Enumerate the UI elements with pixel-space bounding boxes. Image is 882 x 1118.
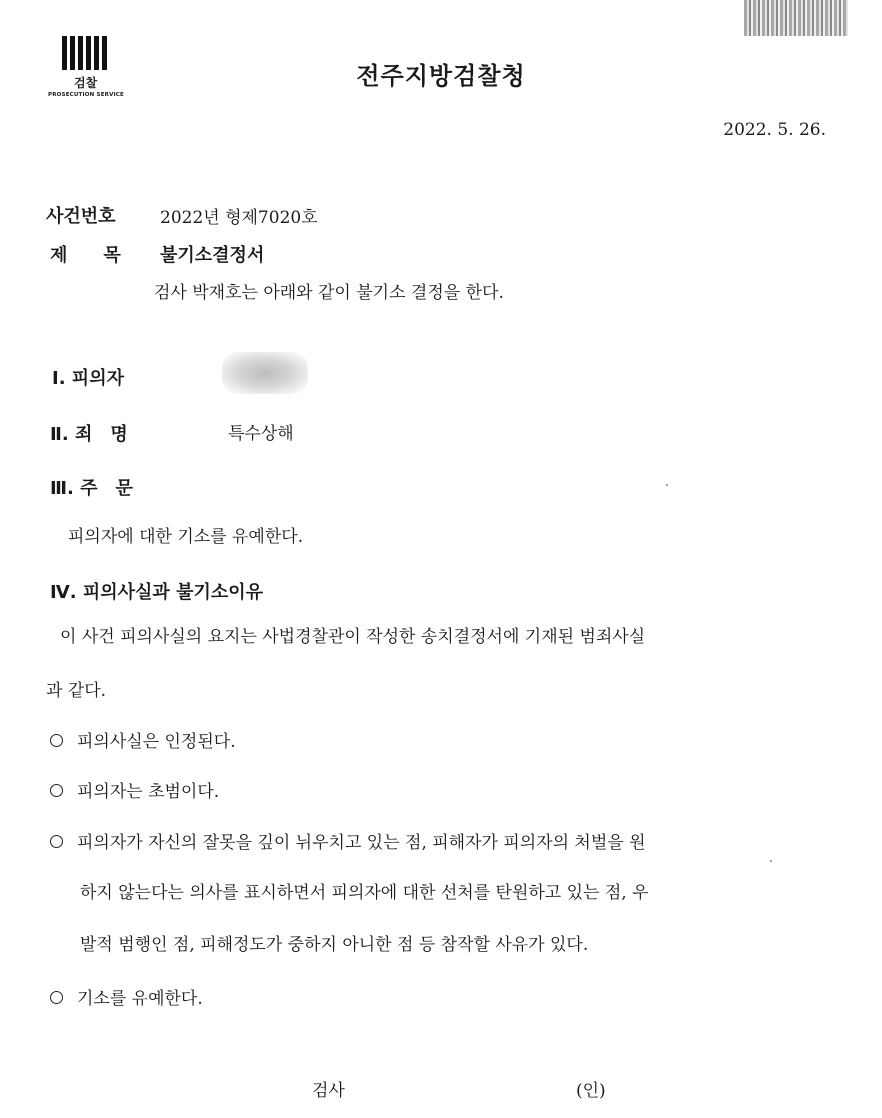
list-item-text: 피의자가 자신의 잘못을 깊이 뉘우치고 있는 점, 피해자가 피의자의 처벌을 원 — [77, 833, 646, 853]
prosecutor-label: 검사 — [312, 1081, 345, 1101]
barcode-icon — [744, 0, 848, 36]
intro-sentence: 검사 박재호는 아래와 같이 불기소 결정을 한다. — [154, 283, 504, 303]
document-date: 2022. 5. 26. — [723, 120, 826, 140]
circle-bullet-icon — [50, 835, 63, 848]
circle-bullet-icon — [50, 991, 63, 1004]
order-text: 피의자에 대한 기소를 유예한다. — [68, 527, 304, 547]
scan-speck — [770, 860, 772, 862]
subject-value: 불기소결정서 — [160, 245, 265, 266]
case-number-label: 사건번호 — [46, 206, 116, 227]
order-heading: Ⅲ. 주 문 — [50, 478, 133, 499]
circle-bullet-icon — [50, 784, 63, 797]
logo-word: 검찰 — [74, 76, 98, 90]
list-item-continuation: 발적 범행인 점, 피해정도가 중하지 아니한 점 등 참작할 사유가 있다. — [80, 935, 589, 955]
facts-heading: Ⅳ. 피의사실과 불기소이유 — [50, 582, 264, 603]
agency-title: 전주지방검찰청 — [356, 62, 526, 90]
facts-line-1: 이 사건 피의사실의 요지는 사법경찰관이 작성한 송치결정서에 기재된 범죄사실 — [60, 627, 646, 647]
list-item-text: 기소를 유예한다. — [77, 989, 203, 1009]
list-item — [50, 828, 646, 853]
charge-heading: Ⅱ. 죄 명 — [50, 424, 128, 445]
list-item — [50, 727, 236, 752]
redacted-name — [222, 352, 308, 394]
seal-mark: (인) — [576, 1081, 606, 1101]
logo-subtitle: PROSECUTION SERVICE — [48, 92, 125, 98]
facts-line-2: 과 같다. — [46, 681, 107, 701]
scan-speck — [666, 484, 668, 486]
list-item — [50, 777, 219, 802]
circle-bullet-icon — [50, 734, 63, 747]
list-item-text: 피의자는 초범이다. — [77, 782, 220, 802]
case-number-value: 2022년 형제7020호 — [160, 208, 318, 228]
list-item — [50, 984, 203, 1009]
charge-value: 특수상해 — [228, 424, 294, 444]
list-item-text: 피의사실은 인정된다. — [77, 732, 236, 752]
list-item-continuation: 하지 않는다는 의사를 표시하면서 피의자에 대한 선처를 탄원하고 있는 점, 우 — [80, 883, 649, 903]
subject-label: 제 목 — [50, 245, 121, 266]
suspect-heading: Ⅰ. 피의자 — [52, 368, 124, 389]
